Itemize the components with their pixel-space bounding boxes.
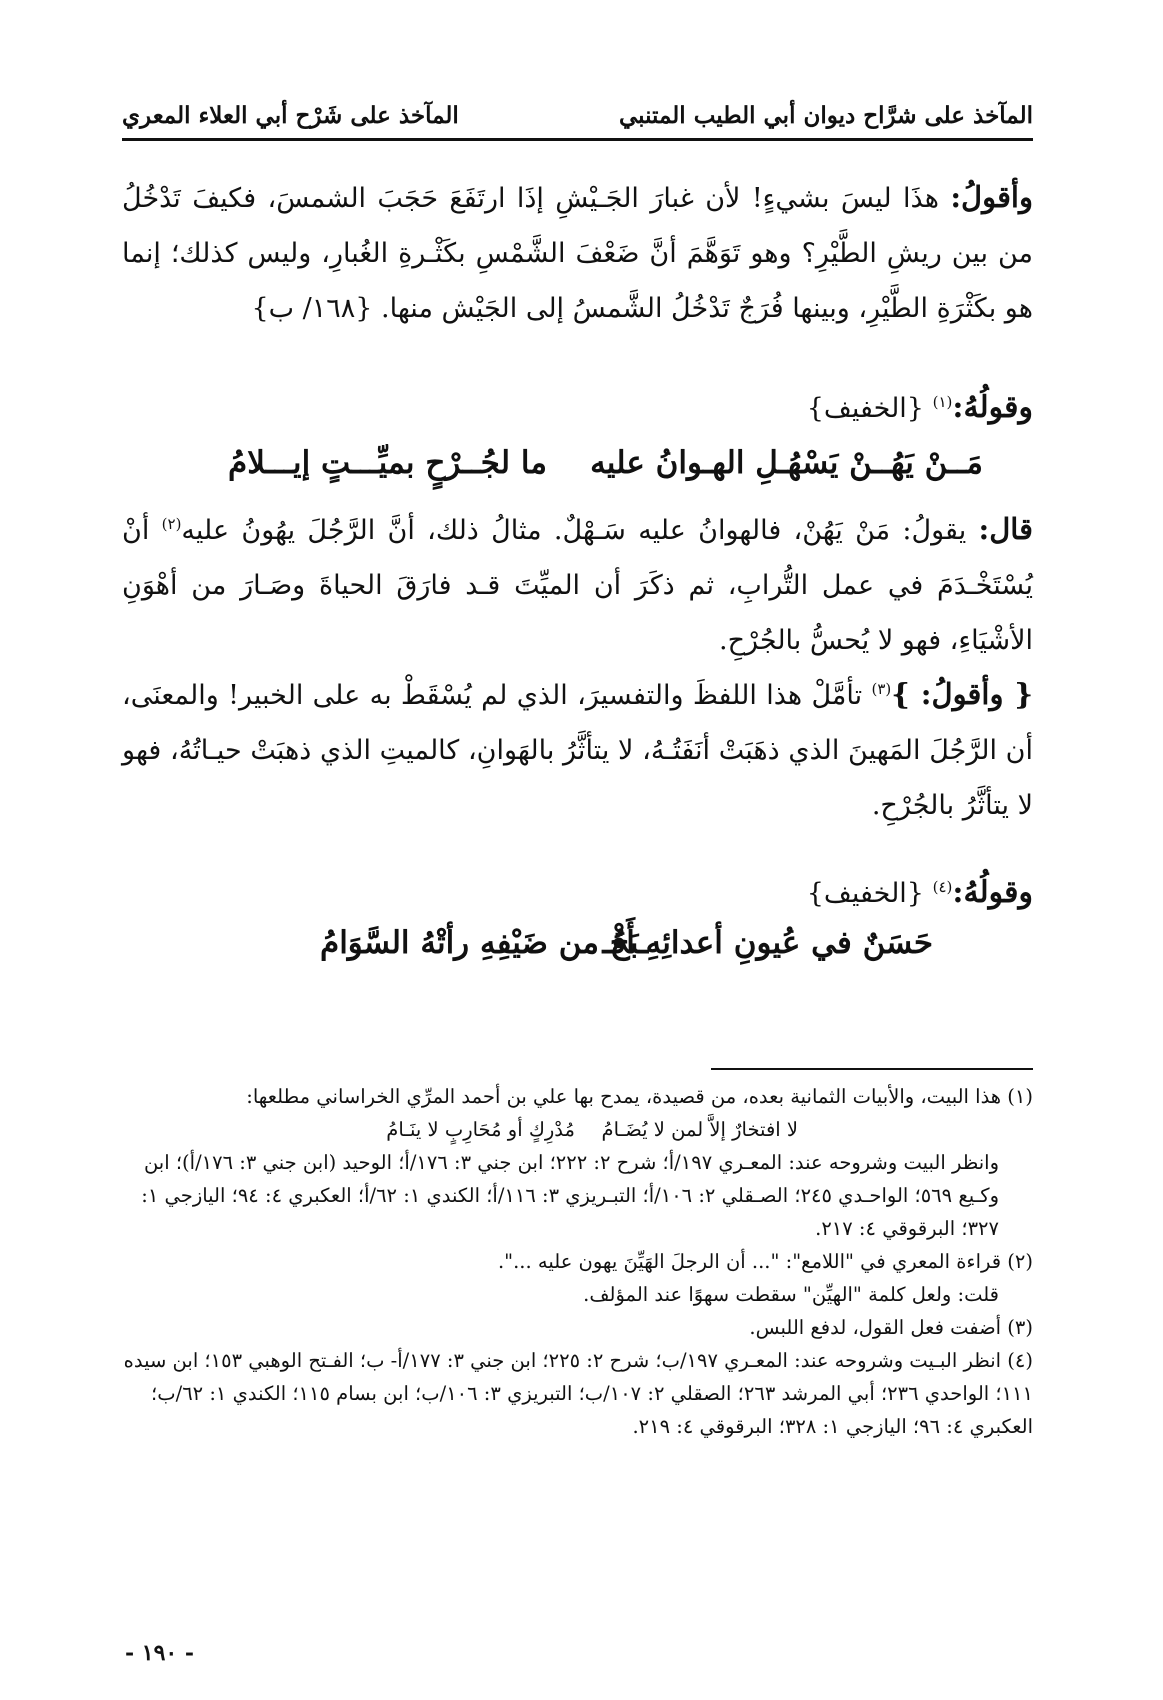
- page-number: - ١٩٠ -: [125, 1640, 195, 1666]
- verse-hemistich-first: حَسَنٌ في عُيونِ أعدائِهِ أَقْـ: [602, 925, 933, 961]
- verse-intro-label: وقولُهُ:: [952, 875, 1033, 910]
- footnote-divider: [711, 1068, 1033, 1070]
- footnote-verse-hemistich-second: مُدْرِكٍ أو مُحَارِبٍ لا ينَـامُ: [386, 1118, 575, 1141]
- paragraph-text: تأمَّلْ هذا اللفظَ والتفسيرَ، الذي لم يُسْقَطْ به على الخبير! والمعنَى، أن الرَّجُلَ المَهينَ الذي ذهَبَتْ أنَفَتُـهُ، لا يتأثَّرُ بالهَوانِ، كالميتِ الذي ذهبَتْ حيـاتُهُ، فهو لا يتأثَّرُ بالجُرْحِ.: [122, 680, 1033, 821]
- footnote-marker: (٣): [871, 680, 892, 698]
- header-chapter-title: المآخذ على شَرْح أبي العلاء المعري: [122, 102, 459, 129]
- header-divider: [122, 138, 1033, 141]
- commentary-paragraph-3: [122, 662, 1033, 833]
- verse-intro-label: وقولُهُ:: [952, 390, 1033, 425]
- footnote-marker: (٤): [932, 878, 953, 896]
- footnote-4: (٤) انظر البـيت وشروحه عند: المعـري ١٩٧/ب؛ شرح ٢: ٢٢٥؛ ابن جني ٣: ١٧٧/أ- ب؛ الفـتح الوهبي ١٥٣؛ ابن سيده ١١١؛ الواحدي ٢٣٦؛ أبي المرشد ٢٦٣؛ الصقلي ٢: ١٠٧/ب؛ التبريزي ٣: ١٠٦/ب؛ ابن بسام ١١٥؛ الكندي ١: ٦٢/ب؛ العكبري ٤: ٩٦؛ اليازجي ١: ٣٢٨؛ البرقوقي ٤: ٢١٩.: [123, 1349, 1033, 1438]
- footnote-verse-hemistich-first: لا افتخارٌ إلاَّ لمن لا يُضَـامُ: [601, 1118, 798, 1141]
- verse-hemistich-second: ما لجُــرْحٍ بميِّـــتٍ إيـــلامُ: [228, 445, 547, 481]
- poem-verse-1: [228, 445, 983, 505]
- paragraph-label: قال:: [978, 512, 1033, 546]
- footnote-3: (٣) أضفت فعل القول، لدفع اللبس.: [749, 1316, 1033, 1339]
- verse-intro-2: [807, 875, 1033, 910]
- footnote-2-note: قلت: ولعل كلمة "الهيِّن" سقطت سهوًا عند المؤلف.: [583, 1283, 999, 1306]
- paragraph-text: هذَا ليسَ بشيءٍ! لأن غبارَ الجَـيْشِ إذَا ارتَفَعَ حَجَبَ الشمسَ، فكيفَ تَدْخُلُ من بين ريشِ الطَّيْرِ؟ وهو تَوَهَّمَ أنَّ ضَعْفَ الشَّمْسِ بكَثْـرةِ الغُبارِ، وليس كذلك؛ إنما هو بكَثْرَةِ الطَّيْرِ، وبينها فُرَجٌ تَدْخُلُ الشَّمسُ إلى الجَيْش منها. {١٦٨/ ب}: [122, 183, 1033, 324]
- footnote-marker: (٢): [161, 515, 182, 533]
- commentary-paragraph-1: [122, 170, 1033, 336]
- footnote-2: (٢) قراءة المعري في "اللامع": "... أن الرجلَ الهَيِّنَ يهون عليه ...".: [497, 1250, 1033, 1273]
- verse-hemistich-first: مَــنْ يَهُــنْ يَسْهُـلِ الهـوانُ عليه: [590, 445, 983, 481]
- paragraph-label: { وأقولُ: }: [891, 677, 1034, 711]
- footnote-marker: (١): [932, 393, 953, 411]
- paragraph-text-continued: أنْ يُسْتَخْـدَمَ في عمل التُّرابِ، ثم ذكَرَ أن الميِّتَ قـد فارَقَ الحياةَ وصَـارَ من أهْوَنِ الأشْيَاءِ، فهو لا يُحسُّ بالجُرْحِ.: [122, 515, 1033, 656]
- footnote-1: (١) هذا البيت، والأبيات الثمانية بعده، من قصيدة، يمدح بها علي بن أحمد المرِّي الخراساني مطلعها:: [246, 1085, 1033, 1108]
- footnotes: [122, 1080, 1033, 1443]
- meter-name: {الخفيف}: [806, 393, 924, 424]
- header-book-title: المآخذ على شرَّاح ديوان أبي الطيب المتنبي: [619, 102, 1033, 129]
- running-header: [122, 92, 1033, 136]
- meter-name: {الخفيف}: [806, 878, 924, 909]
- verse-intro-1: [807, 390, 1033, 425]
- poem-verse-2: [320, 925, 933, 985]
- paragraph-label: وأقولُ:: [950, 180, 1033, 214]
- commentary-paragraph-2: [122, 497, 1033, 668]
- verse-hemistich-second: ـبَحُ من ضَيْفِهِ رأتْهُ السَّوَامُ: [320, 925, 649, 961]
- paragraph-text: يقولُ: مَنْ يَهُنْ، فالهوانُ عليه سَـهْلٌ. مثالُ ذلك، أنَّ الرَّجُلَ يهُونُ عليه: [181, 515, 979, 546]
- footnote-1-references: وانظر البيت وشروحه عند: المعـري ١٩٧/أ؛ شرح ٢: ٢٢٢؛ ابن جني ٣: ١٧٦/أ؛ الوحيد (ابن جني ٣: ١٧٦/أ)؛ ابن وكـيع ٥٦٩؛ الواحـدي ٢٤٥؛ الصـقلي ٢: ١٠٦/أ؛ التبـريزي ٣: ١١٦/أ؛ الكندي ١: ٦٢/أ؛ العكبري ٤: ٩٤؛ اليازجي ١: ٣٢٧؛ البرقوقي ٤: ٢١٧.: [141, 1151, 999, 1240]
- footnote-1-verse: [122, 1113, 1033, 1146]
